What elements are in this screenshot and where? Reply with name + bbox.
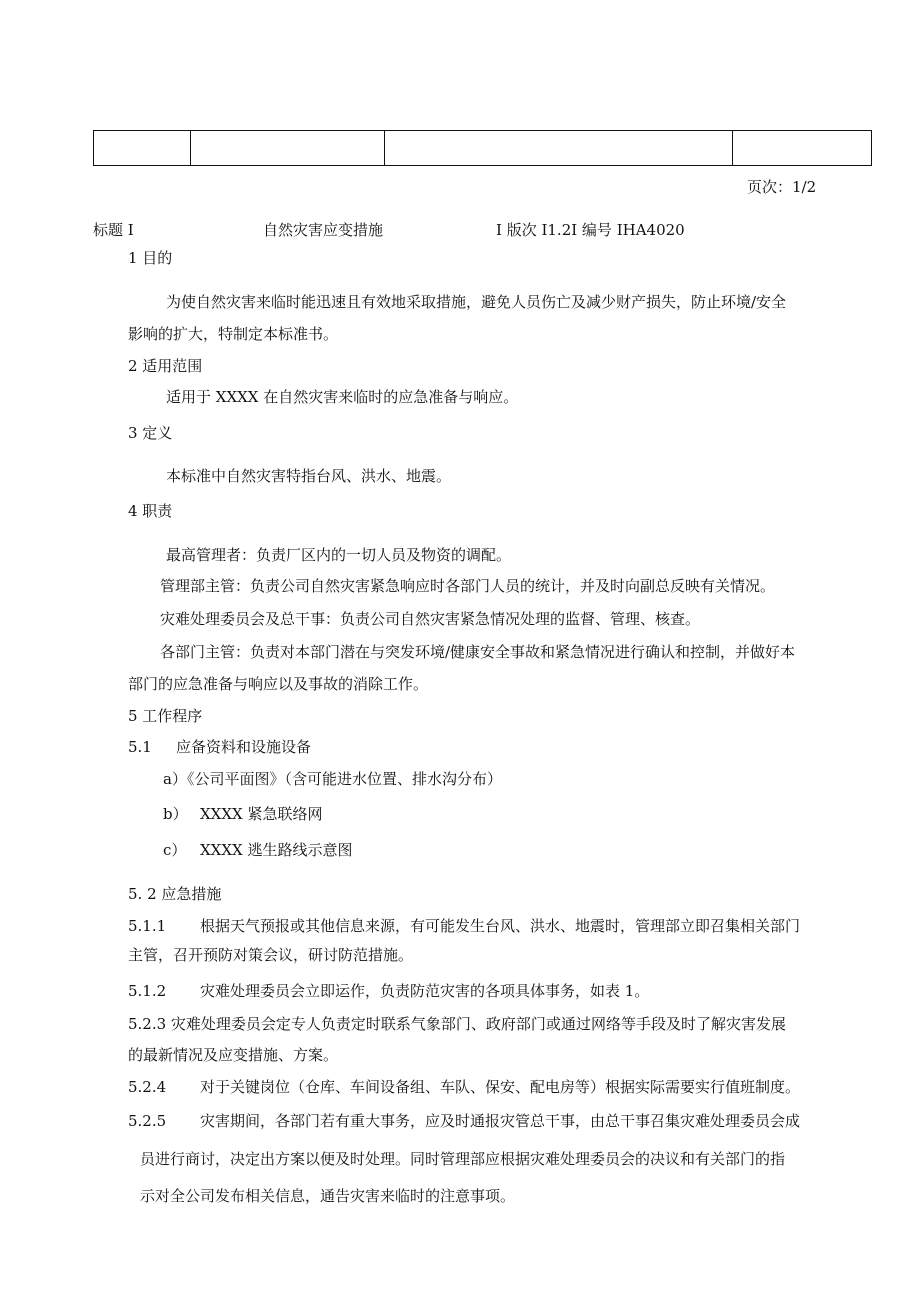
list-item-c-label: c） [163, 841, 187, 859]
item-5-2-5-line-1: 灾害期间，各部门若有重大事务，应及时通报灾管总干事，由总干事召集灾难处理委员会成 [200, 1112, 801, 1130]
item-5-1-1-line-1: 根据天气预报或其他信息来源，有可能发生台风、洪水、地震时，管理部立即召集相关部门 [200, 917, 801, 935]
section-3-heading: 3 定义 [128, 424, 173, 442]
item-5-1-2-text: 灾难处理委员会立即运作，负责防范灾害的各项具体事务，如表 1。 [200, 982, 650, 1000]
list-item-c-text: XXXX 逃生路线示意图 [200, 841, 353, 859]
document-title: 自然灾害应变措施 [263, 221, 384, 239]
item-5-2-3-line-2: 的最新情况及应变措施、方案。 [128, 1046, 339, 1064]
title-label: 标题 I [93, 221, 134, 239]
header-cell-1 [94, 131, 191, 166]
responsibility-admin-manager: 管理部主管：负责公司自然灾害紧急响应时各部门人员的统计，并及时向副总反映有关情况。 [160, 577, 776, 595]
section-3-body: 本标准中自然灾害特指台风、洪水、地震。 [166, 467, 452, 485]
list-item-b-label: b） [163, 805, 188, 823]
responsibility-top-manager: 最高管理者：负责厂区内的一切人员及物资的调配。 [166, 546, 512, 564]
page-number: 页次：1/2 [747, 178, 817, 196]
section-2-body: 适用于 XXXX 在自然灾害来临时的应急准备与响应。 [166, 388, 519, 406]
section-4-heading: 4 职责 [128, 502, 173, 520]
section-5-1-title: 应备资料和设施设备 [176, 738, 312, 756]
item-5-2-3-line-1: 5.2.3 灾难处理委员会定专人负责定时联系气象部门、政府部门或通过网络等手段及时了解灾害发展 [128, 1015, 786, 1033]
item-5-1-1-number: 5.1.1 [128, 917, 167, 935]
responsibility-dept-head-line-2: 部门的应急准备与响应以及事故的消除工作。 [128, 675, 429, 693]
responsibility-committee: 灾难处理委员会及总干事：负责公司自然灾害紧急情况处理的监督、管理、核查。 [160, 610, 701, 628]
section-1-body-line-2: 影响的扩大，特制定本标准书。 [128, 325, 339, 343]
section-5-2-heading: 5. 2 应急措施 [128, 885, 222, 903]
item-5-2-5-number: 5.2.5 [128, 1112, 167, 1130]
responsibility-dept-head-line-1: 各部门主管：负责对本部门潜在与突发环境/健康安全事故和紧急情况进行确认和控制，并做好本 [160, 643, 796, 661]
header-cell-3 [385, 131, 733, 166]
item-5-2-5-line-3: 示对全公司发布相关信息，通告灾害来临时的注意事项。 [140, 1187, 516, 1205]
section-1-body-line-1: 为使自然灾害来临时能迅速且有效地采取措施，避免人员伤亡及减少财产损失，防止环境/安全 [166, 293, 787, 311]
item-5-2-4-text: 对于关键岗位（仓库、车间设备组、车队、保安、配电房等）根据实际需要实行值班制度。 [200, 1078, 801, 1096]
section-5-1-number: 5.1 [128, 738, 152, 756]
item-5-1-1-line-2: 主管，召开预防对策会议，研讨防范措施。 [128, 946, 414, 964]
list-item-b-text: XXXX 紧急联络网 [200, 805, 323, 823]
list-item-a: a）《公司平面图》（含可能进水位置、排水沟分布） [163, 770, 502, 788]
section-5-heading: 5 工作程序 [128, 707, 203, 725]
section-2-heading: 2 适用范围 [128, 357, 203, 375]
version-code: I 版次 I1.2I 编号 IHA4020 [496, 221, 685, 239]
section-1-heading: 1 目的 [128, 249, 173, 267]
item-5-2-5-line-2: 员进行商讨，决定出方案以便及时处理。同时管理部应根据灾难处理委员会的决议和有关部门的指 [140, 1150, 786, 1168]
item-5-2-4-number: 5.2.4 [128, 1078, 167, 1096]
header-table [93, 130, 872, 166]
header-cell-4 [733, 131, 872, 166]
header-cell-2 [191, 131, 385, 166]
item-5-1-2-number: 5.1.2 [128, 982, 167, 1000]
